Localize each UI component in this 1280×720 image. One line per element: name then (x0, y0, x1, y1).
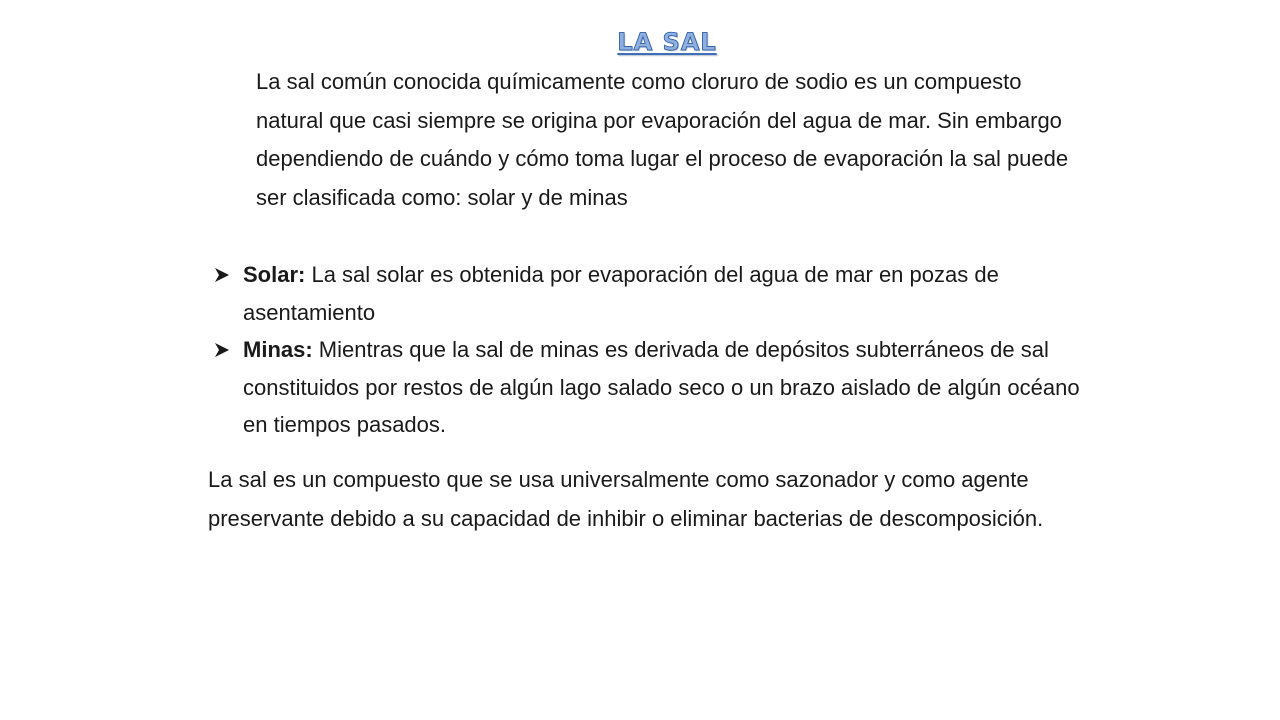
closing-paragraph: La sal es un compuesto que se usa universalmente como sazonador y como agente preservante debido a su capacidad de inhibir o eliminar bacterias de descomposición. (208, 467, 1044, 531)
bullet-item-solar (210, 256, 1090, 331)
bullet-term: Solar: (243, 262, 306, 287)
bullet-term: Minas: (243, 337, 313, 362)
bullet-text: La sal solar es obtenida por evaporación del agua de mar en pozas de asentamiento (243, 262, 999, 325)
intro-paragraph: La sal común conocida químicamente como cloruro de sodio es un compuesto natural que casi siempre se origina por evaporación del agua de mar. Sin embargo dependiendo de cuándo y cómo toma lugar el proceso de evaporación la sal puede ser clasificada como: solar y de minas (256, 69, 1069, 210)
bullet-text: Mientras que la sal de minas es derivada de depósitos subterráneos de sal constituidos por restos de algún lago salado seco o un brazo aislado de algún océano en tiempos pasados. (243, 337, 1080, 437)
arrow-bullet-icon (214, 343, 230, 357)
bullet-list (210, 256, 1090, 444)
arrow-bullet-icon (214, 268, 230, 282)
bullet-item-minas (210, 331, 1090, 444)
slide-title: LA SAL (617, 28, 717, 56)
